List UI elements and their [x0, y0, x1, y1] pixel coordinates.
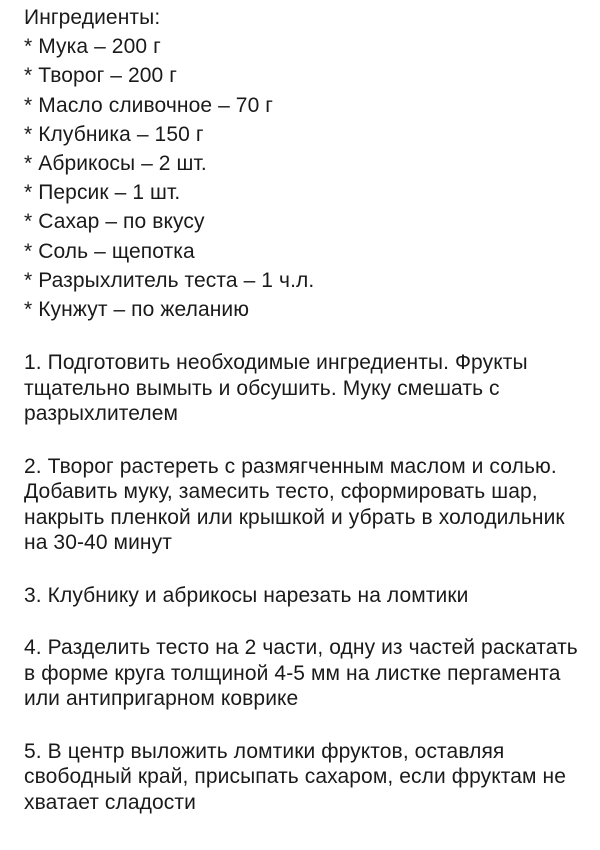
ingredient-item: * Масло сливочное – 70 г [24, 93, 274, 117]
ingredient-item: * Сахар – по вкусу [24, 210, 205, 234]
ingredient-item: * Персик – 1 шт. [24, 181, 181, 205]
ingredient-item: * Клубника – 150 г [24, 122, 204, 146]
ingredient-item: * Соль – щепотка [24, 239, 195, 263]
step-4: 4. Разделить тесто на 2 части, одну из частей раскатать в форме круга толщиной 4-5 мм на листке пергамента или антипригарном коврике [24, 636, 578, 711]
ingredient-item: * Разрыхлитель теста – 1 ч.л. [24, 268, 315, 292]
ingredient-item: * Творог – 200 г [24, 64, 178, 88]
step-1: 1. Подготовить необходимые ингредиенты. Фрукты тщательно вымыть и обсушить. Муку смешать с разрыхлителем [24, 351, 528, 426]
step-5: 5. В центр выложить ломтики фруктов, оставляя свободный край, присыпать сахаром, если фруктам не хватает сладости [24, 739, 566, 814]
ingredient-item: * Кунжут – по желанию [24, 298, 250, 322]
ingredients-heading: Ингредиенты: [24, 6, 161, 29]
steps-list [24, 350, 590, 815]
ingredient-item: * Абрикосы – 2 шт. [24, 152, 207, 176]
step-3: 3. Клубнику и абрикосы нарезать на ломтики [24, 583, 469, 607]
step-2: 2. Творог растереть с размягченным маслом и солью. Добавить муку, замесить тесто, сформировать шар, накрыть пленкой или крышкой и убрать в холодильник на 30-40 минут [24, 454, 565, 555]
ingredients-list [24, 32, 590, 324]
ingredient-item: * Мука – 200 г [24, 35, 161, 59]
